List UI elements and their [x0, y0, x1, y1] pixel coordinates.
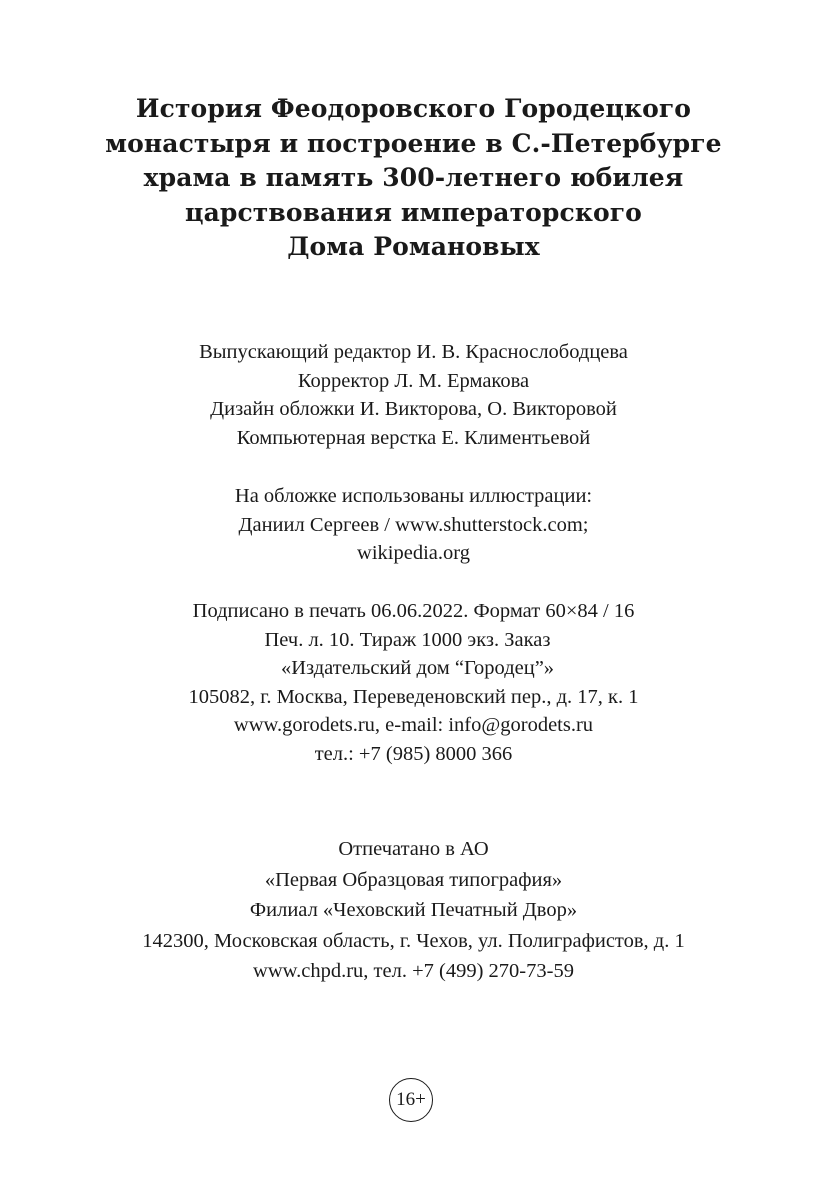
title-line: храма в память 300-летнего юбилея: [143, 163, 684, 192]
printer-line: Отпечатано в АО: [338, 838, 489, 860]
title-line: История Феодоровского Городецкого: [135, 94, 692, 123]
printer-line: www.chpd.ru, тел. +7 (499) 270-73-59: [253, 960, 574, 982]
illustration-credits: [0, 482, 827, 568]
printer-line: Филиал «Чеховский Печатный Двор»: [249, 899, 578, 921]
print-info-line: «Издательский дом “Городец”»: [280, 657, 555, 680]
print-info-line: Подписано в печать 06.06.2022. Формат 60×84 / 16: [192, 600, 635, 622]
book-title: [0, 92, 827, 265]
printer-line: 142300, Московская область, г. Чехов, ул. Полиграфистов, д. 1: [142, 929, 685, 952]
credits-block: [0, 338, 827, 452]
illustration-line: wikipedia.org: [357, 542, 470, 565]
credit-line: Выпускающий редактор И. В. Краснослободцева: [199, 341, 628, 363]
illustration-line: На обложке использованы иллюстрации:: [234, 485, 593, 507]
print-info-line: Печ. л. 10. Тираж 1000 экз. Заказ: [264, 628, 551, 651]
credit-line: Компьютерная верстка Е. Климентьевой: [236, 426, 591, 449]
credit-line: Дизайн обложки И. Викторова, О. Викторовой: [210, 398, 617, 421]
title-line: монастыря и построение в С.-Петербурге: [105, 128, 722, 158]
print-info-line: 105082, г. Москва, Переведеновский пер., д. 17, к. 1: [188, 685, 639, 708]
age-rating-badge: 16+: [389, 1078, 433, 1122]
title-line: царствования императорского: [185, 197, 642, 227]
title-line: Дома Романовых: [287, 232, 540, 261]
print-info-block: [0, 597, 827, 769]
credit-line: Корректор Л. М. Ермакова: [297, 369, 530, 392]
print-info-line: www.gorodets.ru, e-mail: info@gorodets.ru: [233, 714, 594, 737]
print-info-line: тел.: +7 (985) 8000 366: [314, 742, 513, 765]
printer-block: [0, 834, 827, 987]
printer-line: «Первая Образцовая типография»: [264, 868, 563, 891]
illustration-line: Даниил Сергеев / www.shutterstock.com;: [238, 513, 589, 536]
